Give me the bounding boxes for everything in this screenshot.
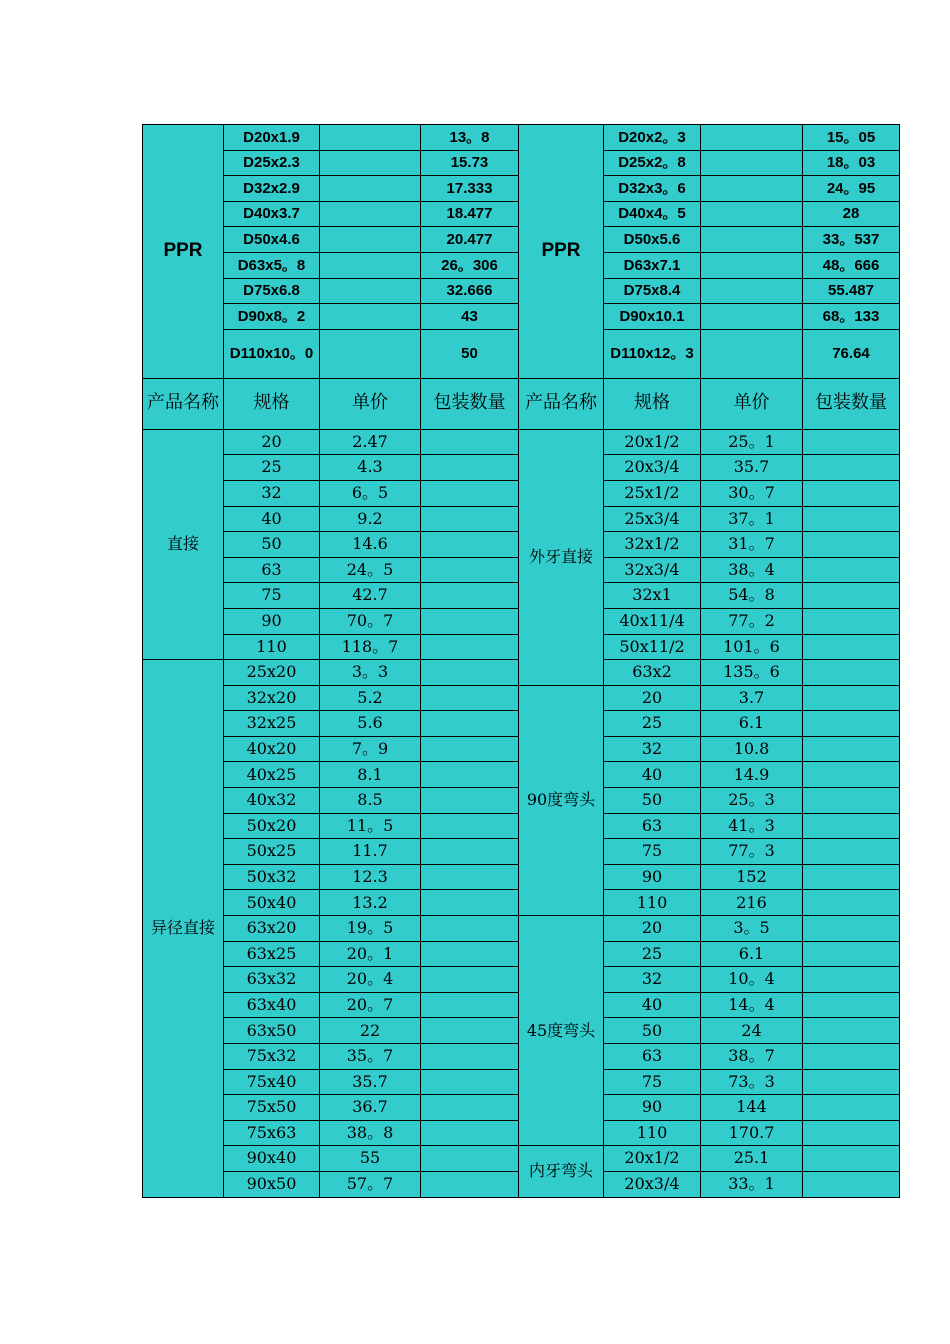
spec-cell: 32x1	[604, 583, 701, 609]
group-label-cell: 异径直接	[143, 660, 224, 1197]
package-qty-cell	[421, 711, 519, 737]
group-label-cell: 45度弯头	[519, 916, 604, 1146]
price-cell: 42.7	[320, 583, 421, 609]
package-qty-cell	[803, 941, 900, 967]
package-qty-cell	[421, 455, 519, 481]
price-cell: 135。6	[701, 660, 803, 686]
package-qty-header: 包装数量	[421, 378, 519, 429]
package-qty-cell	[803, 762, 900, 788]
package-qty-cell	[421, 685, 519, 711]
spec-cell: 50	[604, 1018, 701, 1044]
package-qty-cell	[421, 634, 519, 660]
spec-cell: 63x25	[224, 941, 320, 967]
spec-cell: D20x2。3	[604, 125, 701, 151]
price-cell: 216	[701, 890, 803, 916]
package-qty-cell	[803, 506, 900, 532]
spec-cell: 40x11/4	[604, 608, 701, 634]
price-cell: 18.477	[421, 201, 519, 227]
spec-cell: 63x40	[224, 992, 320, 1018]
spec-cell: 25	[604, 711, 701, 737]
spec-cell: 63x2	[604, 660, 701, 686]
price-cell: 12.3	[320, 864, 421, 890]
spec-cell: D110x10。0	[224, 329, 320, 378]
package-qty-cell	[421, 557, 519, 583]
price-cell: 6.1	[701, 711, 803, 737]
spec-cell: 32x25	[224, 711, 320, 737]
price-cell: 14。4	[701, 992, 803, 1018]
ppr-label-left: PPR	[143, 125, 224, 379]
price-cell: 70。7	[320, 608, 421, 634]
price-cell: 24。95	[803, 176, 900, 202]
spec-cell: 32	[604, 736, 701, 762]
package-qty-cell	[421, 1018, 519, 1044]
spec-cell: 32	[604, 967, 701, 993]
price-cell: 4.3	[320, 455, 421, 481]
package-qty-cell	[803, 1069, 900, 1095]
package-qty-cell	[421, 736, 519, 762]
package-qty-cell	[803, 455, 900, 481]
price-cell: 26。306	[421, 252, 519, 278]
package-qty-cell	[421, 813, 519, 839]
unit-price-cell	[320, 201, 421, 227]
price-cell: 14.6	[320, 532, 421, 558]
price-cell: 33。537	[803, 227, 900, 253]
package-qty-cell	[421, 890, 519, 916]
price-cell: 19。5	[320, 916, 421, 942]
price-cell: 25.1	[701, 1146, 803, 1172]
table-row	[143, 916, 900, 942]
header-row	[143, 378, 900, 429]
spec-cell: 40x32	[224, 788, 320, 814]
package-qty-cell	[803, 711, 900, 737]
price-cell: 50	[421, 329, 519, 378]
price-cell: 77。2	[701, 608, 803, 634]
spec-cell: 75x32	[224, 1044, 320, 1070]
spec-cell: D25x2.3	[224, 150, 320, 176]
spec-cell: 20	[224, 429, 320, 455]
spec-cell: 110	[604, 1120, 701, 1146]
unit-price-cell	[320, 278, 421, 304]
package-qty-cell	[803, 480, 900, 506]
spec-cell: D63x5。8	[224, 252, 320, 278]
spec-cell: D25x2。8	[604, 150, 701, 176]
price-cell: 30。7	[701, 480, 803, 506]
price-cell: 20。7	[320, 992, 421, 1018]
package-qty-cell	[421, 608, 519, 634]
price-cell: 14.9	[701, 762, 803, 788]
price-cell: 20。4	[320, 967, 421, 993]
price-cell: 55.487	[803, 278, 900, 304]
unit-price-cell	[701, 125, 803, 151]
spec-cell: D63x7.1	[604, 252, 701, 278]
table-row	[143, 1146, 900, 1172]
price-cell: 33。1	[701, 1171, 803, 1197]
unit-price-cell	[701, 201, 803, 227]
spec-cell: 50x40	[224, 890, 320, 916]
package-qty-cell	[803, 1095, 900, 1121]
price-cell: 77。3	[701, 839, 803, 865]
price-cell: 11.7	[320, 839, 421, 865]
spec-cell: 32	[224, 480, 320, 506]
unit-price-cell	[320, 304, 421, 330]
price-cell: 17.333	[421, 176, 519, 202]
spec-cell: D32x3。6	[604, 176, 701, 202]
package-qty-cell	[803, 1146, 900, 1172]
spec-cell: 110	[604, 890, 701, 916]
unit-price-cell	[320, 329, 421, 378]
group-label-cell: 内牙弯头	[519, 1146, 604, 1197]
spec-cell: D50x5.6	[604, 227, 701, 253]
unit-price-cell	[701, 304, 803, 330]
price-cell: 24。5	[320, 557, 421, 583]
spec-cell: 32x3/4	[604, 557, 701, 583]
spec-cell: 90	[604, 1095, 701, 1121]
package-qty-cell	[803, 1171, 900, 1197]
spec-cell: 20x1/2	[604, 429, 701, 455]
price-cell: 5.6	[320, 711, 421, 737]
package-qty-cell	[803, 583, 900, 609]
price-cell: 170.7	[701, 1120, 803, 1146]
price-cell: 76.64	[803, 329, 900, 378]
spec-cell: 50	[604, 788, 701, 814]
spec-cell: 25	[604, 941, 701, 967]
unit-price-cell	[701, 278, 803, 304]
package-qty-cell	[421, 1171, 519, 1197]
ppr-label-right: PPR	[519, 125, 604, 379]
spec-cell: 75x50	[224, 1095, 320, 1121]
spec-cell: 32x1/2	[604, 532, 701, 558]
price-cell: 35。7	[320, 1044, 421, 1070]
spec-cell: 63x50	[224, 1018, 320, 1044]
spec-cell: 20x1/2	[604, 1146, 701, 1172]
price-cell: 20。1	[320, 941, 421, 967]
package-qty-cell	[803, 1120, 900, 1146]
package-qty-cell	[421, 583, 519, 609]
spec-cell: 50	[224, 532, 320, 558]
package-qty-cell	[803, 736, 900, 762]
price-cell: 41。3	[701, 813, 803, 839]
spec-cell: D20x1.9	[224, 125, 320, 151]
price-cell: 3。5	[701, 916, 803, 942]
price-cell: 144	[701, 1095, 803, 1121]
spec-cell: 90x50	[224, 1171, 320, 1197]
package-qty-cell	[803, 429, 900, 455]
spec-cell: 90x40	[224, 1146, 320, 1172]
spec-cell: 75x63	[224, 1120, 320, 1146]
spec-cell: 20	[604, 685, 701, 711]
spec-cell: 25x3/4	[604, 506, 701, 532]
spec-cell: D40x4。5	[604, 201, 701, 227]
price-cell: 37。1	[701, 506, 803, 532]
spec-cell: 75	[224, 583, 320, 609]
spec-cell: 40	[604, 762, 701, 788]
unit-price-cell	[320, 176, 421, 202]
price-cell: 5.2	[320, 685, 421, 711]
product-name-header: 产品名称	[143, 378, 224, 429]
price-cell: 55	[320, 1146, 421, 1172]
package-qty-cell	[803, 788, 900, 814]
unit-price-cell	[320, 150, 421, 176]
package-qty-cell	[803, 608, 900, 634]
unit-price-cell	[320, 227, 421, 253]
price-cell: 6.1	[701, 941, 803, 967]
unit-price-cell	[701, 329, 803, 378]
spec-cell: 25x20	[224, 660, 320, 686]
package-qty-cell	[803, 532, 900, 558]
spec-cell: 25	[224, 455, 320, 481]
spec-cell: 50x25	[224, 839, 320, 865]
price-cell: 10。4	[701, 967, 803, 993]
price-cell: 35.7	[320, 1069, 421, 1095]
price-cell: 43	[421, 304, 519, 330]
package-qty-cell	[803, 813, 900, 839]
spec-cell: 40	[224, 506, 320, 532]
package-qty-cell	[421, 788, 519, 814]
price-cell: 36.7	[320, 1095, 421, 1121]
package-qty-cell	[421, 429, 519, 455]
spec-cell: D110x12。3	[604, 329, 701, 378]
spec-cell: 32x20	[224, 685, 320, 711]
package-qty-cell	[803, 839, 900, 865]
spec-cell: 25x1/2	[604, 480, 701, 506]
package-qty-cell	[803, 1044, 900, 1070]
price-cell: 15.73	[421, 150, 519, 176]
package-qty-cell	[803, 992, 900, 1018]
package-qty-cell	[421, 1146, 519, 1172]
package-qty-cell	[421, 967, 519, 993]
price-cell: 35.7	[701, 455, 803, 481]
price-cell: 9.2	[320, 506, 421, 532]
price-cell: 13.2	[320, 890, 421, 916]
unit-price-cell	[701, 150, 803, 176]
unit-price-cell	[320, 252, 421, 278]
package-qty-cell	[421, 839, 519, 865]
spec-cell: D75x8.4	[604, 278, 701, 304]
spec-header: 规格	[604, 378, 701, 429]
price-cell: 48。666	[803, 252, 900, 278]
package-qty-cell	[421, 992, 519, 1018]
spec-cell: 20x3/4	[604, 455, 701, 481]
package-qty-cell	[803, 890, 900, 916]
group-label-cell: 外牙直接	[519, 429, 604, 685]
spec-cell: D90x8。2	[224, 304, 320, 330]
spec-cell: D50x4.6	[224, 227, 320, 253]
price-cell: 8.5	[320, 788, 421, 814]
price-cell: 38。4	[701, 557, 803, 583]
spec-cell: 63x20	[224, 916, 320, 942]
price-cell: 22	[320, 1018, 421, 1044]
price-cell: 28	[803, 201, 900, 227]
spec-cell: 50x11/2	[604, 634, 701, 660]
spec-cell: 75x40	[224, 1069, 320, 1095]
package-qty-cell	[421, 660, 519, 686]
unit-price-header: 单价	[320, 378, 421, 429]
spec-cell: 75	[604, 1069, 701, 1095]
price-cell: 3.7	[701, 685, 803, 711]
price-cell: 2.47	[320, 429, 421, 455]
unit-price-cell	[701, 227, 803, 253]
price-cell: 31。7	[701, 532, 803, 558]
package-qty-cell	[421, 864, 519, 890]
spec-cell: 63	[604, 1044, 701, 1070]
price-cell: 24	[701, 1018, 803, 1044]
spec-cell: D32x2.9	[224, 176, 320, 202]
package-qty-cell	[803, 916, 900, 942]
package-qty-cell	[803, 685, 900, 711]
price-cell: 68。133	[803, 304, 900, 330]
price-table	[142, 124, 900, 1198]
price-cell: 13。8	[421, 125, 519, 151]
package-qty-cell	[421, 916, 519, 942]
spec-cell: D40x3.7	[224, 201, 320, 227]
price-cell: 152	[701, 864, 803, 890]
spec-cell: 110	[224, 634, 320, 660]
spec-cell: 63	[224, 557, 320, 583]
spec-cell: 90	[224, 608, 320, 634]
unit-price-header: 单价	[701, 378, 803, 429]
price-cell: 6。5	[320, 480, 421, 506]
group-label-cell: 直接	[143, 429, 224, 659]
spec-cell: 50x20	[224, 813, 320, 839]
package-qty-cell	[803, 1018, 900, 1044]
price-cell: 57。7	[320, 1171, 421, 1197]
package-qty-cell	[421, 480, 519, 506]
group-label-cell: 90度弯头	[519, 685, 604, 915]
price-cell: 15。05	[803, 125, 900, 151]
price-cell: 8.1	[320, 762, 421, 788]
package-qty-cell	[421, 1120, 519, 1146]
price-cell: 10.8	[701, 736, 803, 762]
price-cell: 3。3	[320, 660, 421, 686]
price-cell: 25。1	[701, 429, 803, 455]
package-qty-cell	[421, 1044, 519, 1070]
spec-cell: 63	[604, 813, 701, 839]
package-qty-cell	[803, 967, 900, 993]
spec-cell: 50x32	[224, 864, 320, 890]
spec-cell: 40x20	[224, 736, 320, 762]
price-cell: 118。7	[320, 634, 421, 660]
package-qty-cell	[421, 1069, 519, 1095]
price-cell: 38。7	[701, 1044, 803, 1070]
price-cell: 54。8	[701, 583, 803, 609]
package-qty-cell	[803, 660, 900, 686]
unit-price-cell	[701, 252, 803, 278]
spec-cell: 90	[604, 864, 701, 890]
spec-cell: D90x10.1	[604, 304, 701, 330]
price-cell: 73。3	[701, 1069, 803, 1095]
table-row	[143, 429, 900, 455]
price-cell: 7。9	[320, 736, 421, 762]
spec-cell: 20x3/4	[604, 1171, 701, 1197]
package-qty-cell	[421, 1095, 519, 1121]
package-qty-cell	[421, 506, 519, 532]
price-cell: 25。3	[701, 788, 803, 814]
price-cell: 101。6	[701, 634, 803, 660]
package-qty-header: 包装数量	[803, 378, 900, 429]
unit-price-cell	[320, 125, 421, 151]
price-cell: 38。8	[320, 1120, 421, 1146]
spec-cell: D75x6.8	[224, 278, 320, 304]
package-qty-cell	[421, 762, 519, 788]
price-cell: 11。5	[320, 813, 421, 839]
table-row	[143, 685, 900, 711]
price-cell: 32.666	[421, 278, 519, 304]
spec-cell: 20	[604, 916, 701, 942]
package-qty-cell	[421, 532, 519, 558]
spec-cell: 40x25	[224, 762, 320, 788]
table-row	[143, 125, 900, 151]
package-qty-cell	[421, 941, 519, 967]
product-name-header: 产品名称	[519, 378, 604, 429]
spec-cell: 75	[604, 839, 701, 865]
spec-cell: 63x32	[224, 967, 320, 993]
package-qty-cell	[803, 864, 900, 890]
spec-cell: 40	[604, 992, 701, 1018]
price-cell: 18。03	[803, 150, 900, 176]
spec-header: 规格	[224, 378, 320, 429]
package-qty-cell	[803, 557, 900, 583]
price-cell: 20.477	[421, 227, 519, 253]
unit-price-cell	[701, 176, 803, 202]
package-qty-cell	[803, 634, 900, 660]
